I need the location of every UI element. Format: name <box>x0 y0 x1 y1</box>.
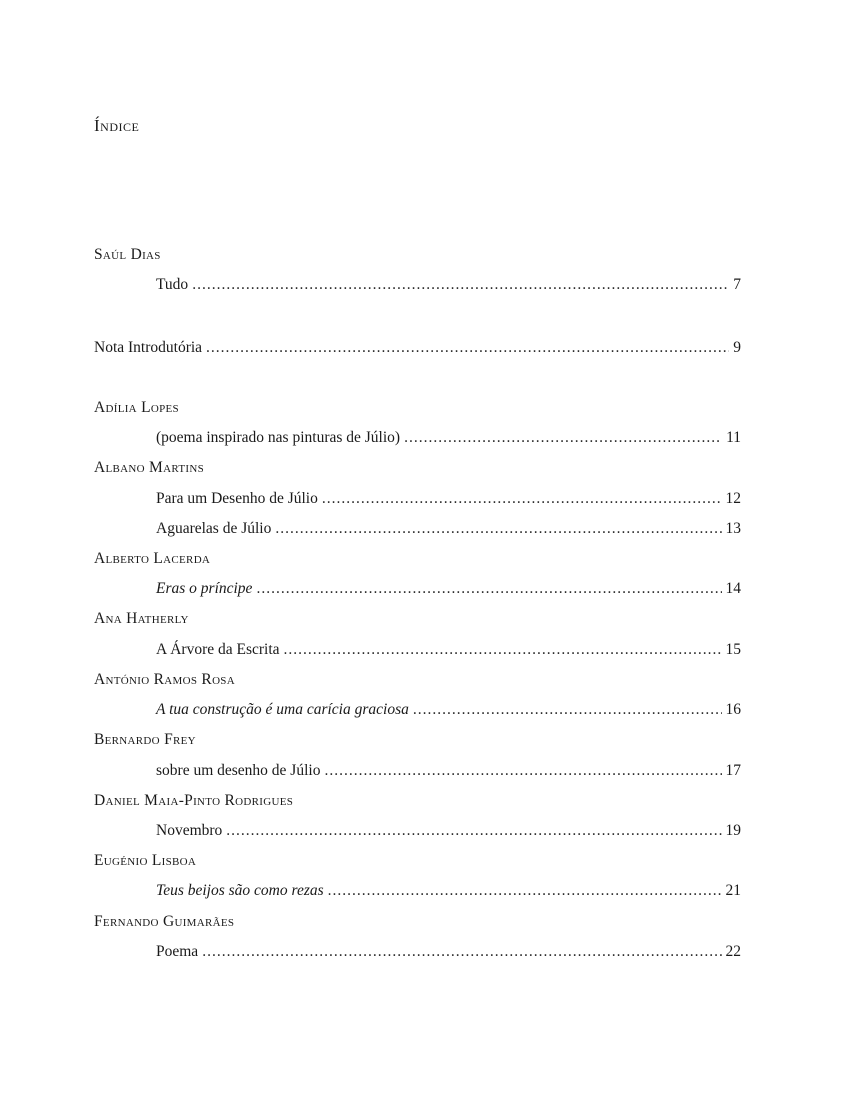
toc-entry-page: 12 <box>725 490 741 507</box>
toc-author: Bernardo Frey <box>94 731 196 748</box>
toc-entry[interactable] <box>156 822 741 844</box>
dot-leader <box>413 701 722 719</box>
toc-author: Adília Lopes <box>94 399 179 416</box>
toc-entry[interactable] <box>156 882 741 904</box>
dot-leader <box>206 339 729 357</box>
toc-author: Albano Martins <box>94 459 205 476</box>
toc-entry[interactable] <box>156 490 741 512</box>
toc-entry-title: A Árvore da Escrita <box>156 641 280 658</box>
dot-leader <box>192 276 729 294</box>
toc-author: Saúl Dias <box>94 246 161 263</box>
dot-leader <box>284 641 722 659</box>
toc-entry-title: Eras o príncipe <box>156 580 253 597</box>
toc-entry[interactable] <box>156 762 741 784</box>
toc-entry-page: 15 <box>725 641 741 658</box>
toc-entry-page: 9 <box>733 339 741 356</box>
toc-entry-page: 19 <box>725 822 741 839</box>
toc-entry[interactable] <box>156 943 741 965</box>
toc-entry-page: 22 <box>725 943 741 960</box>
toc-author: Fernando Guimarães <box>94 913 235 930</box>
toc-entry-page: 13 <box>725 520 741 537</box>
dot-leader <box>275 520 721 538</box>
toc-entry[interactable] <box>156 276 741 298</box>
toc-entry-title: Poema <box>156 943 199 960</box>
dot-leader <box>202 943 721 961</box>
toc-entry-title: (poema inspirado nas pinturas de Júlio) <box>156 429 401 446</box>
toc-author: António Ramos Rosa <box>94 671 235 688</box>
toc-author: Alberto Lacerda <box>94 550 211 567</box>
toc-entry-page: 11 <box>726 429 741 446</box>
dot-leader <box>226 822 721 840</box>
toc-entry-page: 16 <box>725 701 741 718</box>
toc-entry-page: 17 <box>725 762 741 779</box>
toc-author: Ana Hatherly <box>94 610 189 627</box>
toc-entry-title: Novembro <box>156 822 223 839</box>
toc-entry[interactable] <box>94 339 741 361</box>
toc-entry-page: 14 <box>725 580 741 597</box>
toc-entry-page: 21 <box>725 882 741 899</box>
toc-entry-page: 7 <box>733 276 741 293</box>
toc-entry-title: Teus beijos são como rezas <box>156 882 324 899</box>
toc-author: Daniel Maia-Pinto Rodrigues <box>94 792 294 809</box>
dot-leader <box>404 429 722 447</box>
toc-entry[interactable] <box>156 429 741 451</box>
toc-entry[interactable] <box>156 701 741 723</box>
toc-entry-title: A tua construção é uma carícia graciosa <box>156 701 409 718</box>
toc-entry-title: Para um Desenho de Júlio <box>156 490 318 507</box>
dot-leader <box>256 580 721 598</box>
toc-entry-title: Nota Introdutória <box>94 339 203 356</box>
toc-entry-title: Tudo <box>156 276 189 293</box>
dot-leader <box>328 882 722 900</box>
dot-leader <box>324 762 721 780</box>
toc-entry[interactable] <box>156 580 741 602</box>
toc-entry[interactable] <box>156 641 741 663</box>
page-heading: Índice <box>94 116 140 135</box>
toc-entry-title: sobre um desenho de Júlio <box>156 762 321 779</box>
toc-entry[interactable] <box>156 520 741 542</box>
toc-author: Eugénio Lisboa <box>94 852 197 869</box>
dot-leader <box>322 490 722 508</box>
toc-entry-title: Aguarelas de Júlio <box>156 520 272 537</box>
